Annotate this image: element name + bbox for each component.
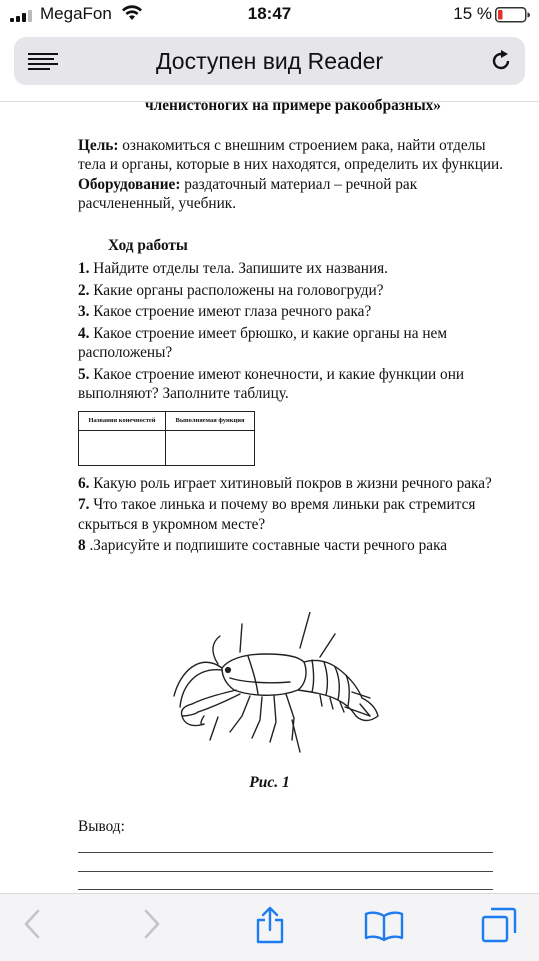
document-content bbox=[78, 96, 508, 558]
table-cell bbox=[166, 430, 255, 465]
answer-line bbox=[78, 852, 493, 853]
address-bar-title: Доступен вид Reader bbox=[155, 48, 384, 74]
question-6: 6. Какую роль играет хитиновый покров в жизни речного рака? bbox=[78, 474, 492, 492]
table-header-limbs: Названия конечностей bbox=[79, 411, 166, 430]
answer-line bbox=[78, 889, 493, 890]
goal-text: ознакомиться с внешним строением рака, найти отделы тела и органы, которые в них находятся, определить их функции. bbox=[78, 136, 504, 173]
battery-percentage: 15 % bbox=[453, 4, 492, 23]
table-header-function: Выполняемая функция bbox=[166, 411, 255, 430]
carrier-name: MegaFon bbox=[40, 4, 112, 23]
question-3: 3. Какое строение имеют глаза речного рака? bbox=[78, 303, 372, 320]
goal-paragraph bbox=[78, 136, 508, 175]
battery-icon bbox=[495, 7, 531, 23]
section-heading: Ход работы bbox=[108, 236, 188, 254]
figure-caption: Рис. 1 bbox=[249, 774, 290, 791]
equipment-label: Оборудование: bbox=[78, 175, 181, 193]
bottom-toolbar bbox=[0, 893, 539, 961]
question-7: 7. Что такое линька и почему во время линьки рак стремится скрыться в укромном месте? bbox=[78, 496, 476, 533]
question-4: 4. Какое строение имеет брюшко, и какие органы на нем расположены? bbox=[78, 324, 448, 361]
address-bar[interactable] bbox=[14, 37, 525, 85]
reload-icon[interactable] bbox=[489, 49, 513, 73]
question-1: 1. Найдите отделы тела. Запишите их названия. bbox=[78, 260, 388, 277]
status-bar bbox=[0, 0, 539, 30]
tabs-icon[interactable] bbox=[480, 906, 518, 944]
conclusion-label: Вывод: bbox=[78, 818, 125, 835]
question-8: 8 .Зарисуйте и подпишите составные части речного рака bbox=[78, 537, 448, 554]
goal-label: Цель: bbox=[78, 136, 119, 154]
question-2: 2. Какие органы расположены на головогруди? bbox=[78, 281, 384, 299]
back-icon[interactable] bbox=[22, 908, 42, 940]
bookmarks-icon[interactable] bbox=[364, 910, 404, 942]
crayfish-diagram bbox=[170, 612, 390, 762]
answer-line bbox=[78, 871, 493, 872]
clock: 18:47 bbox=[247, 4, 292, 23]
document-title: членистоногих на примере ракообразных» bbox=[145, 97, 441, 114]
forward-icon[interactable] bbox=[142, 908, 162, 940]
equipment-paragraph bbox=[78, 175, 508, 214]
share-icon[interactable] bbox=[254, 906, 286, 944]
table-cell bbox=[79, 430, 166, 465]
equipment-text: раздаточный материал – речной рак расчлененный, учебник. bbox=[78, 175, 418, 212]
limbs-table bbox=[78, 411, 255, 466]
question-5: 5. Какое строение имеют конечности, и какие функции они выполняют? Заполните таблицу. bbox=[78, 365, 465, 402]
